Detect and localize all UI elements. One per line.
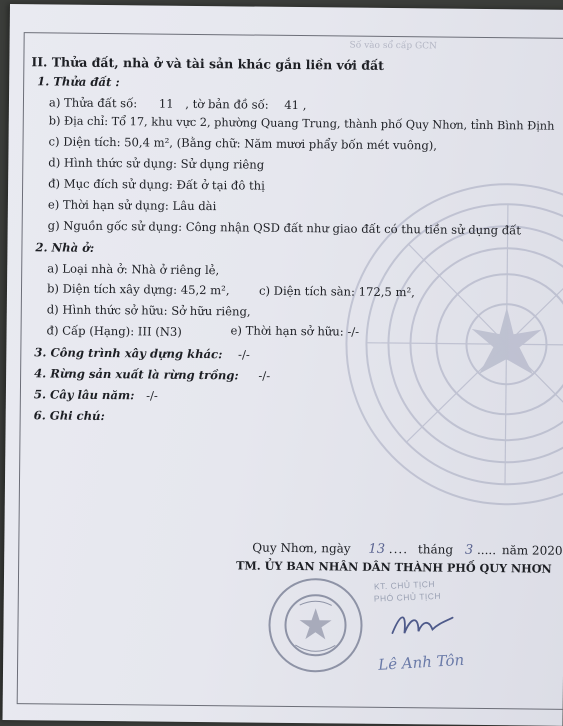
date-day: 13: [368, 541, 386, 557]
vice-chairman-label: PHÓ CHỦ TỊCH: [373, 590, 442, 604]
land-title: 1. Thửa đất :: [37, 74, 120, 90]
other-construction-value: -/-: [238, 347, 250, 362]
house-building-area: b) Diện tích xây dựng: 45,2 m²,: [46, 281, 230, 298]
house-ownership-form: d) Hình thức sở hữu: Sở hữu riêng,: [46, 302, 251, 319]
notes-label: 6. Ghi chú:: [33, 408, 105, 424]
issuing-authority: TM. ỦY BAN NHÂN DÂN THÀNH PHỐ QUY NHƠN: [236, 558, 552, 576]
land-number-row: [49, 95, 307, 112]
signer-name: Lê Anh Tôn: [377, 650, 465, 674]
date-year: năm 2020: [501, 543, 563, 558]
other-construction-label: 3. Công trình xây dựng khác:: [34, 345, 223, 362]
planted-forest-label: 4. Rừng sản xuất là rừng trồng:: [34, 366, 239, 383]
date-dots-2: .....: [476, 542, 497, 558]
land-number-value: 11: [158, 96, 174, 111]
land-use-purpose: đ) Mục đích sử dụng: Đất ở tại đô thị: [48, 176, 265, 193]
land-origin: g) Nguồn gốc sử dụng: Công nhận QSD đất như giao đất có thu tiền sử dụng đất: [47, 218, 522, 238]
land-use-form: d) Hình thức sử dụng: Sử dụng riêng: [48, 155, 265, 172]
section-heading: II. Thửa đất, nhà ở và tài sản khác gắn liền với đất: [31, 54, 384, 73]
official-seal: [265, 575, 366, 676]
perennial-trees-row: [34, 387, 158, 402]
date-month: 3: [464, 542, 474, 558]
perennial-trees-value: -/-: [146, 388, 158, 403]
other-construction-row: [34, 345, 250, 361]
planted-forest-value: -/-: [258, 368, 271, 383]
land-area: c) Diện tích: 50,4 m², (Bằng chữ: Năm mươi phẩy bốn mét vuông),: [48, 134, 438, 153]
date-dots-1: ....: [388, 541, 409, 557]
house-title: 2. Nhà ở:: [35, 240, 95, 255]
house-grade: đ) Cấp (Hạng): III (N3): [46, 323, 182, 339]
date-place-label: Quy Nhơn, ngày: [252, 540, 351, 556]
house-ownership-term: e) Thời hạn sở hữu: -/-: [230, 323, 360, 339]
house-type: a) Loại nhà ở: Nhà ở riêng lẻ,: [47, 261, 220, 278]
perennial-trees-label: 5. Cây lâu năm:: [33, 387, 135, 403]
kt-chairman-label: KT. CHỦ TỊCH: [373, 578, 436, 592]
land-use-term: e) Thời hạn sử dụng: Lâu dài: [47, 197, 217, 214]
map-sheet-label: , tờ bản đồ số:: [185, 96, 269, 112]
land-address: b) Địa chỉ: Tổ 17, khu vực 2, phường Quang Trung, thành phố Quy Nhơn, tỉnh Bình Định: [48, 114, 555, 133]
house-floor-area: c) Diện tích sàn: 172,5 m²,: [258, 283, 415, 300]
planted-forest-row: [34, 366, 270, 382]
certificate-page: [3, 4, 563, 726]
map-sheet-value: 41 ,: [284, 97, 307, 113]
land-number-label: a) Thửa đất số:: [48, 95, 138, 111]
handwritten-signature: [388, 603, 458, 644]
date-month-label: tháng: [417, 542, 454, 557]
faint-header-text: Số vào sổ cấp GCN: [349, 40, 438, 52]
